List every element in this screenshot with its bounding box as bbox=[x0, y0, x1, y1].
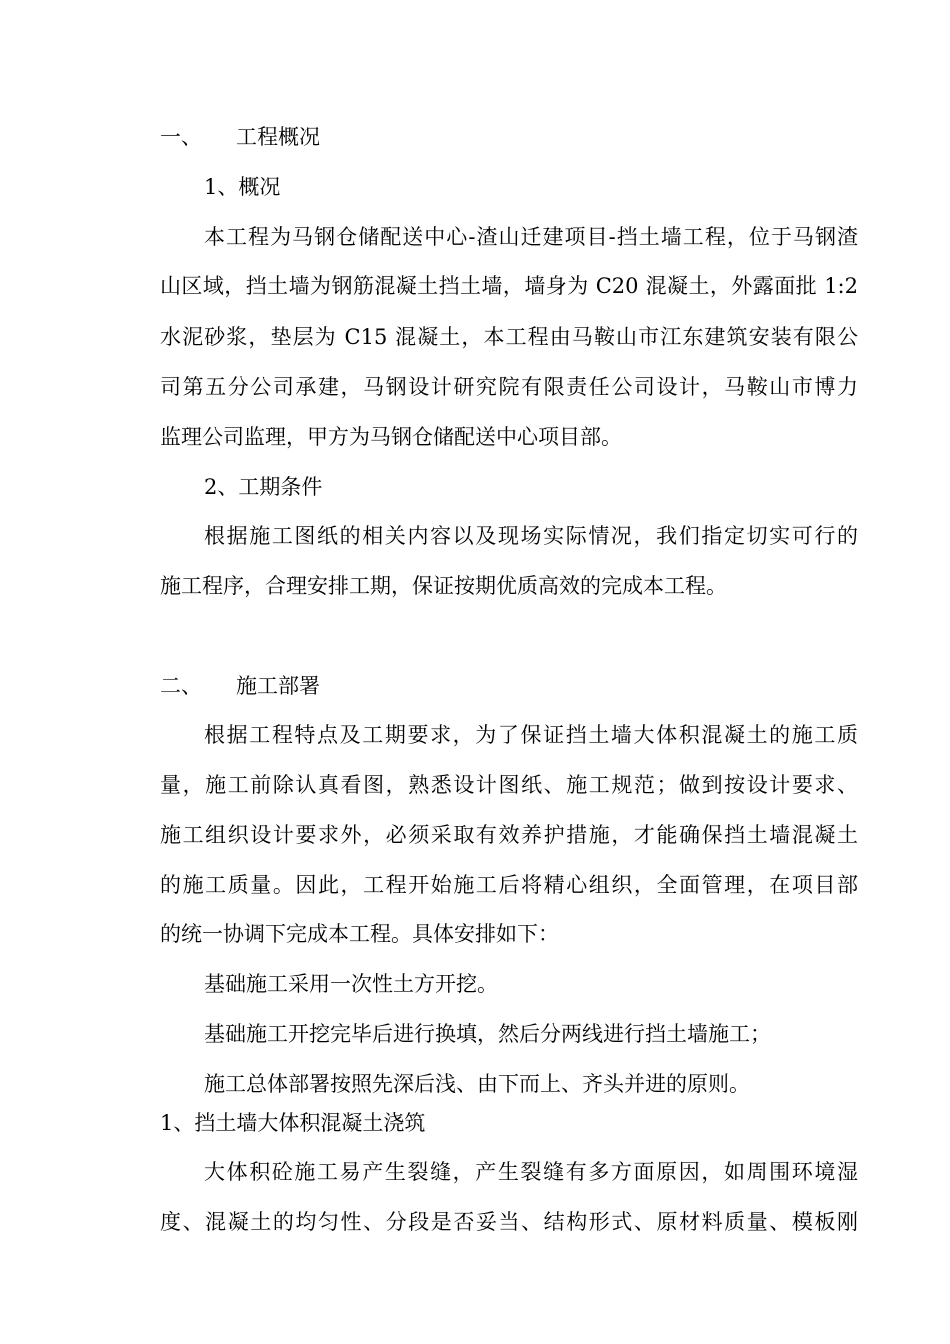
list-item: 基础施工开挖完毕后进行换填，然后分两线进行挡土墙施工； bbox=[204, 1022, 771, 1046]
paragraph-line: 的施工质量。因此，工程开始施工后将精心组织，全面管理，在项目部 bbox=[160, 873, 858, 897]
paragraph-line: 根据施工图纸的相关内容以及现场实际情况，我们指定切实可行的 bbox=[204, 524, 858, 548]
paragraph-line: 施工组织设计要求外，必须采取有效养护措施，才能确保挡土墙混凝土 bbox=[160, 823, 858, 847]
paragraph-line: 山区域，挡土墙为钢筋混凝土挡土墙，墙身为 C20 混凝土，外露面批 1:2 bbox=[160, 274, 858, 298]
paragraph-line: 司第五分公司承建，马钢设计研究院有限责任公司设计，马鞍山市博力 bbox=[160, 375, 858, 399]
subsection-heading: 1、挡土墙大体积混凝土浇筑 bbox=[160, 1111, 426, 1135]
paragraph-line: 施工程序，合理安排工期，保证按期优质高效的完成本工程。 bbox=[160, 574, 727, 598]
list-item: 施工总体部署按照先深后浅、由下而上、齐头并进的原则。 bbox=[204, 1072, 750, 1096]
paragraph-line: 量，施工前除认真看图，熟悉设计图纸、施工规范；做到按设计要求、 bbox=[160, 773, 858, 797]
paragraph-line: 大体积砼施工易产生裂缝，产生裂缝有多方面原因，如周围环境湿 bbox=[204, 1160, 858, 1184]
section-title: 施工部署 bbox=[236, 674, 320, 698]
list-item: 基础施工采用一次性土方开挖。 bbox=[204, 972, 498, 996]
section-number: 二、 bbox=[160, 674, 202, 698]
section-heading-1 bbox=[160, 122, 320, 152]
section-heading-2 bbox=[160, 671, 320, 701]
paragraph-line: 监理公司监理，甲方为马钢仓储配送中心项目部。 bbox=[160, 425, 622, 449]
paragraph-line: 本工程为马钢仓储配送中心-渣山迁建项目-挡土墙工程，位于马钢渣 bbox=[204, 225, 858, 249]
paragraph-line: 根据工程特点及工期要求，为了保证挡土墙大体积混凝土的施工质 bbox=[204, 723, 858, 747]
paragraph-line: 度、混凝土的均匀性、分段是否妥当、结构形式、原材料质量、模板刚 bbox=[160, 1210, 858, 1234]
paragraph-line: 的统一协调下完成本工程。具体安排如下： bbox=[160, 922, 559, 946]
section-number: 一、 bbox=[160, 125, 202, 149]
section-title: 工程概况 bbox=[236, 125, 320, 149]
paragraph-line: 水泥砂浆，垫层为 C15 混凝土，本工程由马鞍山市江东建筑安装有限公 bbox=[160, 325, 858, 349]
subsection-heading: 2、工期条件 bbox=[204, 475, 323, 499]
subsection-heading: 1、概况 bbox=[204, 175, 281, 199]
